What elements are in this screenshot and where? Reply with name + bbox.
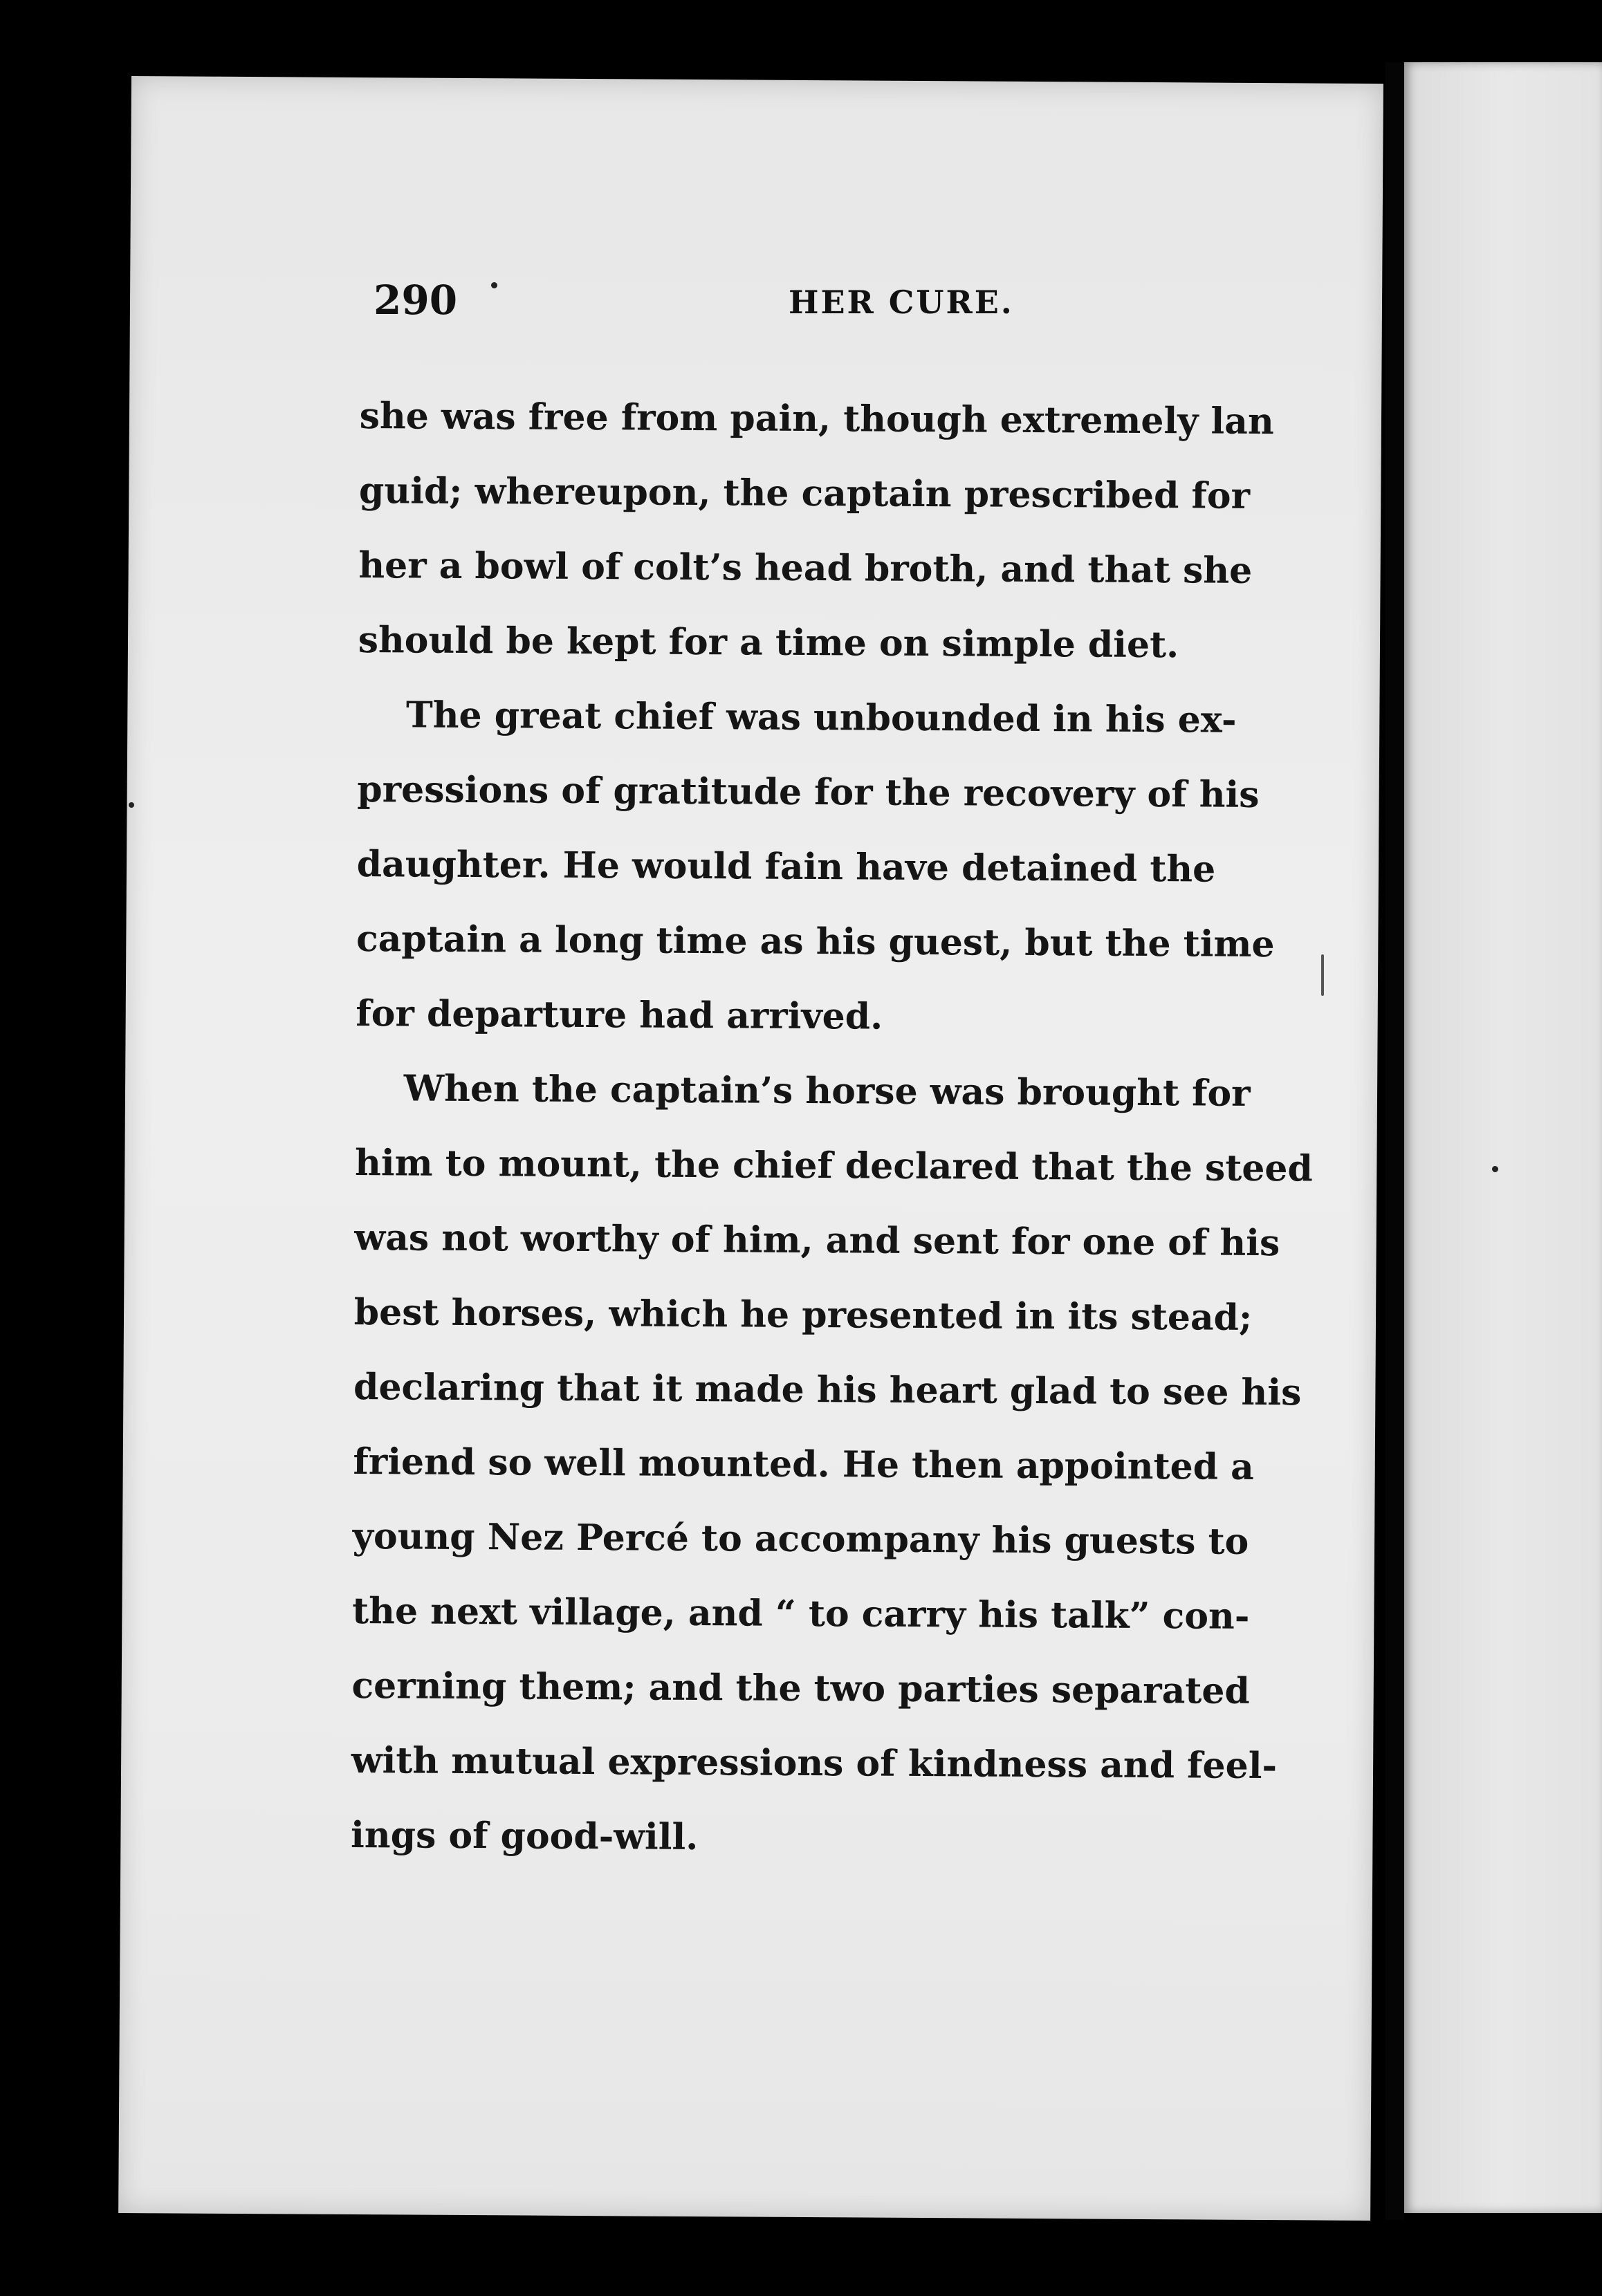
paragraph [356, 678, 1275, 1056]
text-line: The great chief was unbounded in his ex- [405, 694, 1237, 741]
page-number: 290 [374, 277, 458, 324]
text-line: cerning them; and the two parties separated [351, 1664, 1251, 1712]
ink-speck [491, 282, 497, 288]
ink-speck [1492, 1166, 1498, 1172]
ink-speck [129, 802, 134, 808]
text-line: When the captain’s horse was brought for [403, 1067, 1251, 1115]
text-line: pressions of gratitude for the recovery of his [357, 768, 1260, 816]
text-line: best horses, which he presented in its stead; [353, 1290, 1253, 1339]
ink-speck [1321, 954, 1324, 996]
text-line: with mutual expressions of kindness and feel- [351, 1739, 1278, 1788]
text-line: she was free from pain, though extremely lan [359, 394, 1274, 443]
text-line: daughter. He would fain have detained the [356, 842, 1216, 891]
body-text [350, 379, 1314, 1878]
text-line: was not worthy of him, and sent for one of his [354, 1216, 1280, 1265]
text-line: ings of good-will. [350, 1813, 699, 1859]
text-line: declaring that it made his heart glad to see his [353, 1365, 1302, 1414]
facing-page-edge [1404, 62, 1602, 2213]
text-line: young Nez Percé to accompany his guests to [352, 1515, 1249, 1563]
running-head: HER CURE. [789, 284, 1014, 321]
text-line: him to mount, the chief declared that the steed [354, 1141, 1314, 1190]
text-line: guid; whereupon, the captain prescribed for [358, 469, 1251, 517]
text-line: friend so well mounted. He then appointed a [353, 1440, 1255, 1488]
text-line: for departure had arrived. [356, 992, 883, 1038]
book-gutter [1385, 62, 1404, 2220]
text-line: should be kept for a time on simple diet. [358, 618, 1179, 667]
paragraph [350, 1051, 1314, 1878]
text-line: the next village, and “ to carry his talk” con- [351, 1589, 1250, 1638]
paragraph [358, 379, 1274, 683]
page-header [242, 277, 1224, 332]
text-line: captain a long time as his guest, but the time [356, 917, 1275, 966]
text-line: her a bowl of colt’s head broth, and that she [358, 544, 1253, 592]
